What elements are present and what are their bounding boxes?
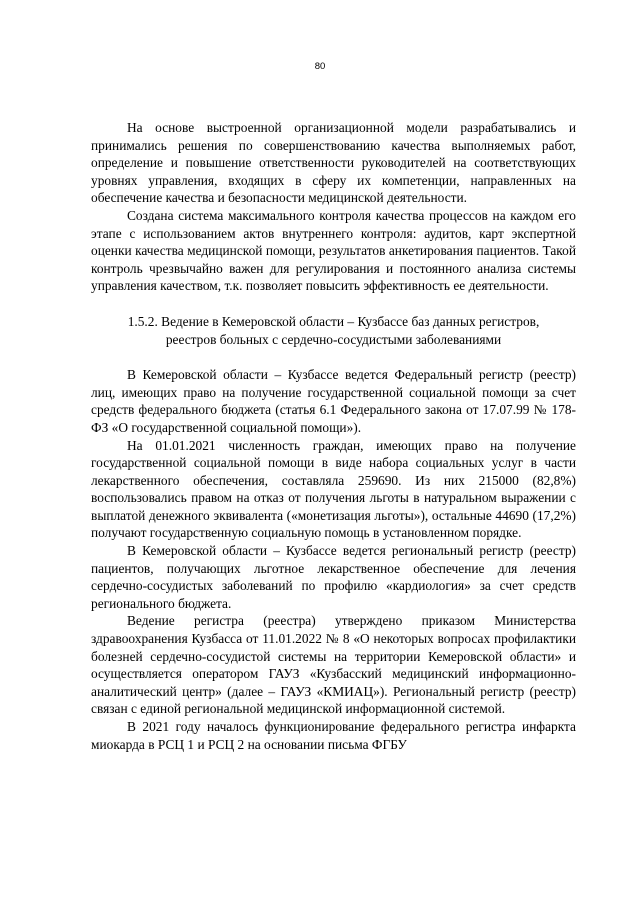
section-heading-line-2: реестров больных с сердечно-сосудистыми заболеваниями: [165, 331, 502, 347]
paragraph-citizens-count: На 01.01.2021 численность граждан, имеющих право на получение государственной социальной помощи в виде набора социальных услуг в части лекарственного обеспечения, составляла 259690. Из них 215000 (82,8%) воспользовались правом на отказ от получения льготы в натуральном выражении с выплатой денежного эквивалента («монетизация льготы»), остальные 44690 (17,2%) получают государственную социальную помощь в установленном порядке.: [91, 437, 576, 541]
page-number: 80: [314, 61, 326, 72]
paragraph-quality-decisions: На основе выстроенной организационной модели разрабатывались и принимались решения по совершенствованию качества выполняемых работ, определение и повышение ответственности руководителей на соответствующих уровнях управления, входящих в сферу их компетенции, направленных на обеспечение качества и безопасности медицинской деятельности.: [91, 120, 576, 206]
paragraph-regional-register: В Кемеровской области – Кузбассе ведется региональный регистр (реестр) пациентов, получающих льготное лекарственное обеспечение для лечения сердечно-сосудистых заболеваний по профилю «кардиология» за счет средств регионального бюджета.: [91, 543, 576, 611]
paragraph-myocardial-infarction-register: В 2021 году началось функционирование федерального регистра инфаркта миокарда в РСЦ 1 и РСЦ 2 на основании письма ФГБУ: [91, 719, 576, 752]
paragraph-federal-register: В Кемеровской области – Кузбассе ведется Федеральный регистр (реестр) лиц, имеющих право на получение государственной социальной помощи за счет средств федерального бюджета (статья 6.1 Федерального закона от 17.07.99 № 178-ФЗ «О государственной социальной помощи»).: [91, 367, 576, 435]
document-body: [91, 119, 576, 753]
section-heading-line-1: 1.5.2. Ведение в Кемеровской области – Кузбассе баз данных регистров,: [127, 313, 540, 329]
paragraph-register-order: Ведение регистра (реестра) утверждено приказом Министерства здравоохранения Кузбасса от 11.01.2022 № 8 «О некоторых вопросах профилактики болезней сердечно-сосудистой системы на территории Кемеровской области» и осуществляется оператором ГАУЗ «Кузбасский медицинский информационно-аналитический центр» (далее – ГАУЗ «КМИАЦ»). Региональный регистр (реестр) связан с единой региональной медицинской информационной системой.: [91, 613, 576, 717]
section-heading: [91, 313, 576, 348]
paragraph-quality-control-system: Создана система максимального контроля качества процессов на каждом его этапе с использованием актов внутреннего контроля: аудитов, карт экспертной оценки качества медицинской помощи, результатов анкетирования пациентов. Такой контроль чрезвычайно важен для регулирования и постоянного анализа системы управления качеством, т.к. позволяет повысить эффективность ее деятельности.: [91, 207, 576, 294]
